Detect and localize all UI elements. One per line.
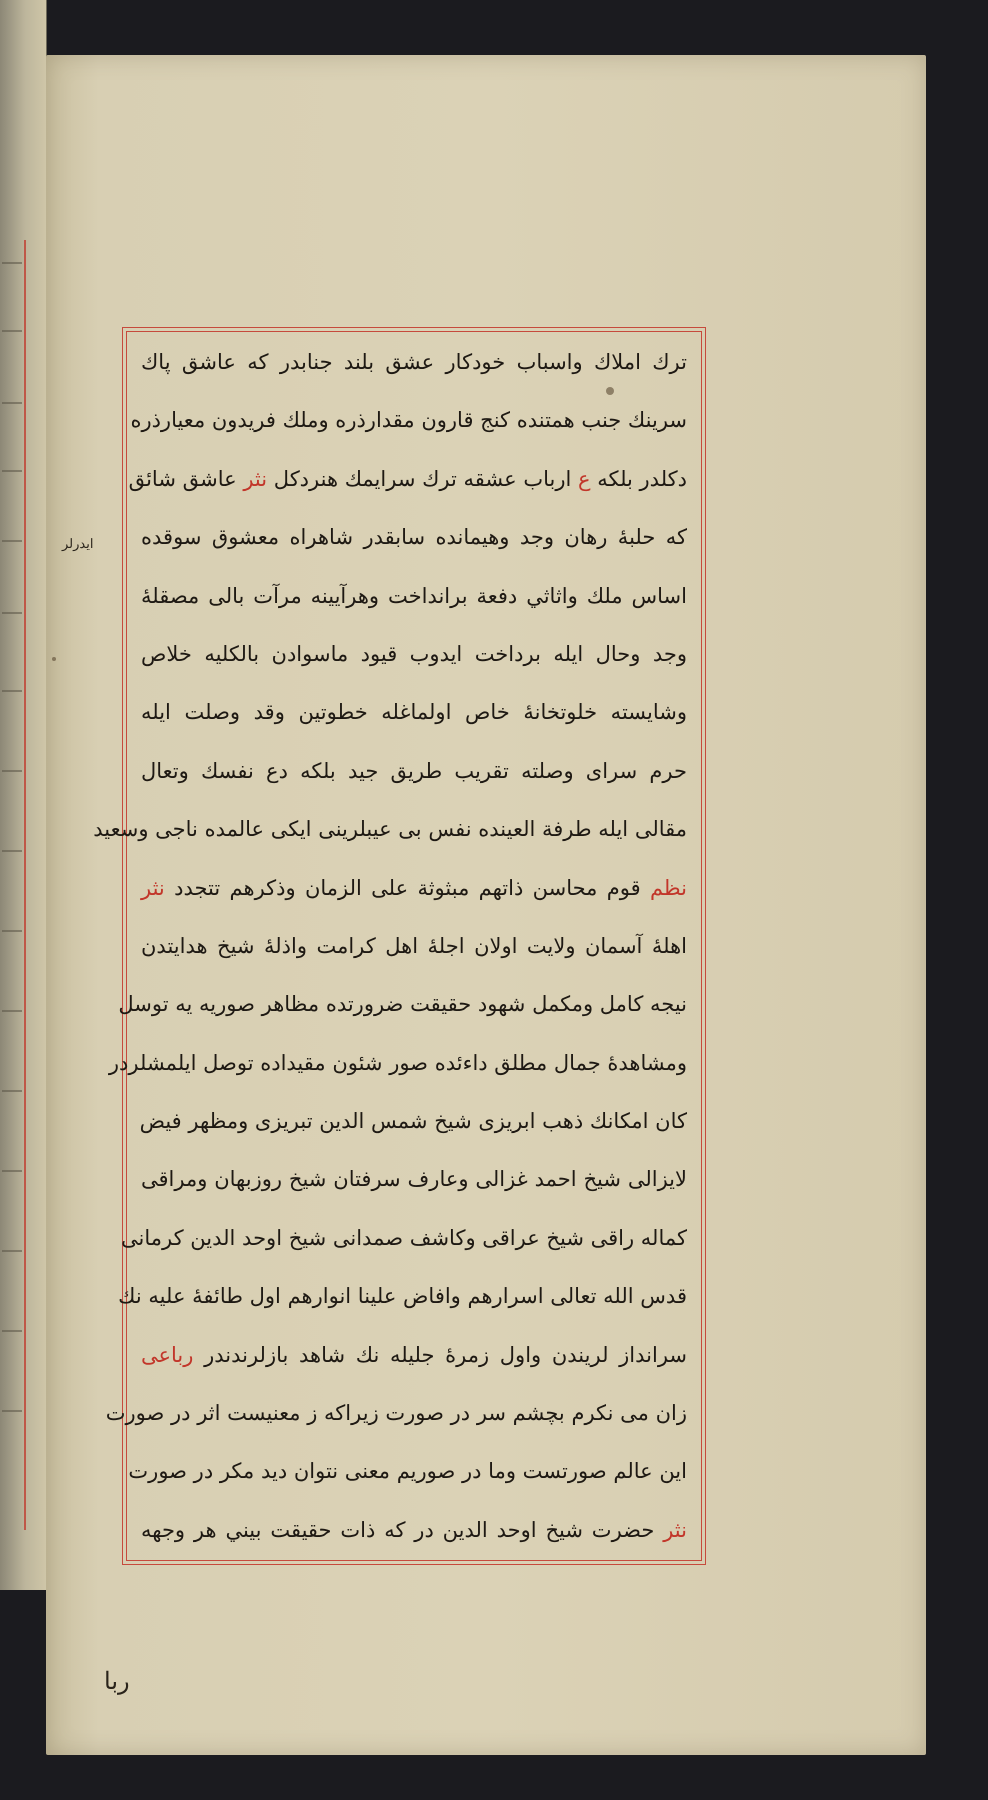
previous-folio-ink-trace (2, 540, 22, 542)
previous-folio-edge (0, 0, 47, 1590)
text-segment: كه حلبهٔ رهان وجد وهيمانده سابقدر شاهراه معشوق سوقده (141, 525, 687, 550)
text-segment: كان امكانك ذهب ابريزى شيخ شمس الدين تبريزى ومظهر فيض (139, 1109, 687, 1134)
text-segment: قوم محاسن ذاتهم مبثوثة على الزمان وذكرهم تتجدد (164, 875, 650, 900)
previous-folio-ink-trace (2, 612, 22, 614)
text-segment: عاشق شائق (128, 466, 244, 491)
text-line (141, 517, 687, 557)
text-segment: ترك املاك واسباب خودكار عشق بلند جنابدر كه عاشق پاك (141, 350, 687, 374)
previous-folio-ink-trace (2, 1010, 22, 1012)
text-line (141, 342, 687, 382)
text-segment: اين عالم صورتست وما در صوريم معنى نتوان ديد مكر در صورت (128, 1459, 687, 1484)
rubric-word: رباعى (141, 1342, 194, 1367)
text-segment: وجد وحال ايله برداخت ايدوب قيود ماسوادن بالكليه خلاص (141, 641, 687, 666)
text-block-frame (93, 331, 702, 1561)
interlinear-gloss: ايدرلر (62, 537, 94, 552)
previous-folio-ink-trace (2, 850, 22, 852)
text-segment: سرانداز لريندن واول زمرهٔ جليله نك شاهد بازلرندندر (193, 1342, 687, 1367)
previous-folio-ink-trace (2, 1410, 22, 1412)
text-line (105, 1393, 687, 1433)
previous-folio-ink-trace (2, 930, 22, 932)
text-segment: كماله راقى شيخ عراقى وكاشف صمدانى شيخ اوحد الدين كرمانى (121, 1225, 687, 1250)
text-line (130, 400, 687, 440)
text-segment: حضرت شيخ اوحد الدين در كه ذات حقيقت بيني هر وجهه (141, 1517, 664, 1542)
text-segment: حرم سراى وصلته تقريب طريق جيد بلكه دع نفسك وتعال (141, 758, 687, 783)
text-segment: وشايسته خلوتخانهٔ خاص اولماغله خطوتين وقد وصلت ايله (141, 700, 687, 725)
text-line (128, 459, 687, 499)
previous-folio-ink-trace (2, 1090, 22, 1092)
previous-folio-frame-rule (0, 240, 26, 1530)
text-line (141, 1510, 687, 1550)
text-line (141, 1159, 687, 1199)
rubric-word: ع (578, 466, 591, 491)
text-line (141, 692, 687, 732)
text-line (108, 1043, 687, 1083)
ink-stain (52, 657, 56, 661)
text-segment: نيجه كامل ومكمل شهود حقيقت ضرورتده مظاهر صوريه يه توسل (118, 992, 687, 1017)
previous-folio-ink-trace (2, 770, 22, 772)
previous-folio-ink-trace (2, 1170, 22, 1172)
manuscript-folio (46, 55, 926, 1755)
text-line (141, 634, 687, 674)
previous-folio-ink-trace (2, 330, 22, 332)
text-lines (93, 342, 687, 1550)
text-line (141, 868, 687, 908)
previous-folio-ink-trace (2, 262, 22, 264)
text-line (141, 1101, 687, 1141)
rubric-word: نثر (663, 1517, 687, 1542)
rubric-word: نثر (141, 875, 165, 900)
text-segment: ارباب عشقه ترك سرايمك هنردكل (267, 466, 578, 491)
text-line (128, 1451, 687, 1491)
text-segment: لايزالى شيخ احمد غزالى وعارف سرفتان شيخ روزبهان ومراقى (141, 1167, 687, 1192)
text-segment: اهلهٔ آسمان ولايت اولان اجلهٔ اهل كرامت واذلهٔ شيخ هدايتدن (141, 933, 687, 958)
previous-folio-ink-trace (2, 1250, 22, 1252)
text-line (141, 576, 687, 616)
text-segment: قدس الله تعالى اسرارهم وافاض علينا انوارهم اول طائفهٔ عليه نك (118, 1284, 687, 1309)
text-segment: ومشاهدهٔ جمال مطلق داءئده صور شئون مقيداده توصل ايلمشلردر (108, 1050, 687, 1075)
text-line (118, 1276, 687, 1316)
text-line (118, 984, 687, 1024)
text-segment: دكلدر بلكه (590, 466, 687, 491)
text-segment: زان مى نكرم بچشم سر در صورت زيراكه ز معنيست اثر در صورت (105, 1401, 687, 1426)
previous-folio-ink-trace (2, 690, 22, 692)
text-segment: سرينك جنب همتنده كنج قارون مقدارذره وملك فريدون معيارذره (130, 408, 687, 433)
text-segment: اساس ملك واثاثي دفعة برانداخت وهرآيينه مرآت بالى مصقلهٔ (141, 583, 687, 608)
text-line (93, 809, 687, 849)
text-line (141, 1335, 687, 1375)
previous-folio-ink-trace (2, 1330, 22, 1332)
text-line (121, 1218, 687, 1258)
catchword: ربا (104, 1667, 130, 1695)
previous-folio-ink-trace (2, 402, 22, 404)
text-segment: مقالى ايله طرفة العينده نفس بى عيبلرينى ايكى عالمده ناجى وسعيد (93, 817, 687, 842)
text-line (141, 926, 687, 966)
rubric-word: نثر (243, 466, 268, 491)
previous-folio-ink-trace (2, 470, 22, 472)
text-line (141, 751, 687, 791)
rubric-word: نظم (649, 875, 687, 900)
